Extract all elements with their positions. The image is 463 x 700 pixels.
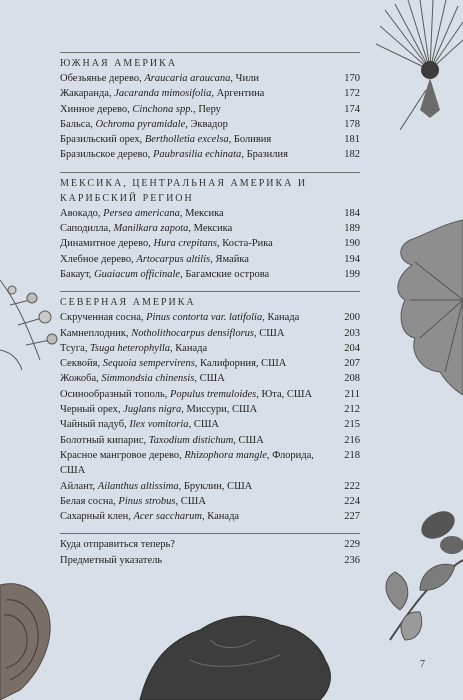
page-number: 211 [344, 388, 360, 400]
table-of-contents [60, 52, 360, 577]
section-divider [60, 172, 360, 173]
toc-entry[interactable] [60, 147, 360, 162]
toc-entry-where-next[interactable] [60, 537, 360, 552]
cut-log-illustration [0, 584, 50, 700]
entry-text: Бакаут, Guaiacum officinale, Багамские острова [60, 268, 270, 280]
fig-leaf-illustration [398, 220, 463, 395]
page-number: 208 [344, 373, 360, 385]
toc-entry-index[interactable] [60, 553, 360, 568]
toc-entry[interactable] [60, 102, 360, 117]
toc-section-final [60, 533, 360, 568]
entry-text: Бразильский орех, Bertholletia excelsa, Боливия [60, 134, 272, 146]
entry-text: Хлебное дерево, Artocarpus altilis, Ямайка [60, 253, 249, 265]
entry-text: Болотный кипарис, Taxodium distichum, США [60, 434, 264, 446]
toc-entry[interactable] [60, 86, 360, 101]
section-divider [60, 533, 360, 534]
section-divider [60, 52, 360, 53]
page-number: 212 [344, 404, 360, 416]
page-number: 224 [344, 495, 360, 507]
entry-list [60, 71, 360, 163]
entry-text: Обезьянье дерево, Araucaria araucana, Чили [60, 73, 259, 84]
entry-text: Авокадо, Persea americana, Мексика [60, 207, 224, 219]
toc-entry[interactable] [60, 402, 360, 417]
page-folio: 7 [420, 659, 425, 670]
section-divider [60, 291, 360, 292]
toc-entry[interactable] [60, 310, 360, 325]
toc-entry[interactable] [60, 252, 360, 267]
entry-text: Скрученная сосна, Pinus contorta var. latifolia, Канада [60, 312, 300, 324]
toc-entry[interactable] [60, 221, 360, 236]
entry-text: Сахарный клен, Acer saccharum, Канада [60, 511, 240, 523]
section-title: ЮЖНАЯ АМЕРИКА [60, 58, 178, 69]
page-number: 181 [344, 134, 360, 146]
entry-text: Айлант, Ailanthus altissima, Бруклин, США [60, 480, 253, 492]
toc-entry[interactable] [60, 236, 360, 251]
toc-entry[interactable] [60, 206, 360, 221]
page-number: 184 [344, 207, 360, 219]
page-number: 203 [344, 327, 360, 339]
toc-entry[interactable] [60, 326, 360, 341]
toc-entry[interactable] [60, 509, 360, 524]
entry-text: Тсуга, Tsuga heterophylla, Канада [60, 342, 208, 354]
entry-text: Белая сосна, Pinus strobus, США [60, 495, 206, 507]
entry-text: Секвойя, Sequoia sempervirens, Калифорния, США [60, 358, 287, 370]
page-number: 178 [344, 118, 360, 130]
entry-text: Черный орех, Juglans nigra, Миссури, США [60, 404, 258, 416]
entry-text: Чайный падуб, Ilex vomitoria, США [60, 419, 219, 431]
section-title: СЕВЕРНАЯ АМЕРИКА [60, 297, 196, 309]
toc-section-central-america [60, 172, 360, 282]
entry-text: Динамитное дерево, Hura crepitans, Коста-Рика [60, 238, 273, 250]
toc-entry[interactable] [60, 356, 360, 371]
entry-text: Жожоба, Simmondsia chinensis, США [60, 373, 225, 385]
entry-text: Саподилла, Manilkara zapota, Мексика [60, 223, 233, 235]
entry-text: Бальса, Ochroma pyramidale, Эквадор [60, 118, 228, 130]
entry-list [60, 206, 360, 282]
entry-text: Красное мангровое дерево, Rhizophora mangle, Флорида, США [60, 449, 314, 477]
entry-text: Хинное дерево, Cinchona spp., Перу [60, 103, 221, 115]
toc-entry[interactable] [60, 448, 360, 479]
page-number: 227 [344, 511, 360, 523]
page-number: 236 [344, 554, 360, 566]
toc-entry[interactable] [60, 132, 360, 147]
page-number: 182 [344, 149, 360, 161]
toc-entry[interactable] [60, 494, 360, 509]
page-number: 216 [344, 434, 360, 446]
toc-section-south-america [60, 52, 360, 163]
entry-text: Куда отправиться теперь? [60, 539, 175, 551]
toc-entry[interactable] [60, 117, 360, 132]
tree-illustration [140, 616, 330, 700]
toc-entry[interactable] [60, 371, 360, 386]
entry-text: Бразильское дерево, Paubrasilia echinata, Бразилия [60, 149, 288, 161]
page-number: 229 [344, 539, 360, 551]
page-number: 172 [344, 88, 360, 100]
entry-text: Камнеплодник, Notholithocarpus densiflorus, США [60, 327, 285, 339]
flower-sprig-illustration [0, 280, 57, 370]
page-number: 218 [344, 449, 360, 461]
entry-list [60, 310, 360, 524]
toc-entry[interactable] [60, 71, 360, 86]
page-number: 215 [344, 419, 360, 431]
toc-entry[interactable] [60, 433, 360, 448]
section-title: МЕКСИКА, ЦЕНТРАЛЬНАЯ АМЕРИКА И КАРИБСКИЙ РЕГИОН [60, 177, 308, 204]
palm-frond-illustration [376, 0, 463, 130]
page-number: 204 [344, 342, 360, 354]
toc-entry[interactable] [60, 341, 360, 356]
entry-text: Жакаранда, Jacaranda mimosifolia, Аргентина [60, 88, 265, 100]
page-number: 200 [344, 312, 360, 324]
toc-entry[interactable] [60, 387, 360, 402]
page-number: 207 [344, 358, 360, 370]
toc-entry[interactable] [60, 267, 360, 282]
berry-branch-illustration [386, 506, 463, 640]
page-number: 170 [344, 73, 360, 84]
entry-text: Осинообразный тополь, Populus tremuloides, Юта, США [60, 388, 313, 400]
toc-entry[interactable] [60, 417, 360, 432]
page-number: 190 [344, 238, 360, 250]
page-number: 189 [344, 223, 360, 235]
toc-section-north-america [60, 291, 360, 524]
page-number: 199 [344, 268, 360, 280]
page-number: 222 [344, 480, 360, 492]
page-number: 194 [344, 253, 360, 265]
toc-entry[interactable] [60, 479, 360, 494]
entry-text: Предметный указатель [60, 554, 163, 566]
page-number: 174 [344, 103, 360, 115]
